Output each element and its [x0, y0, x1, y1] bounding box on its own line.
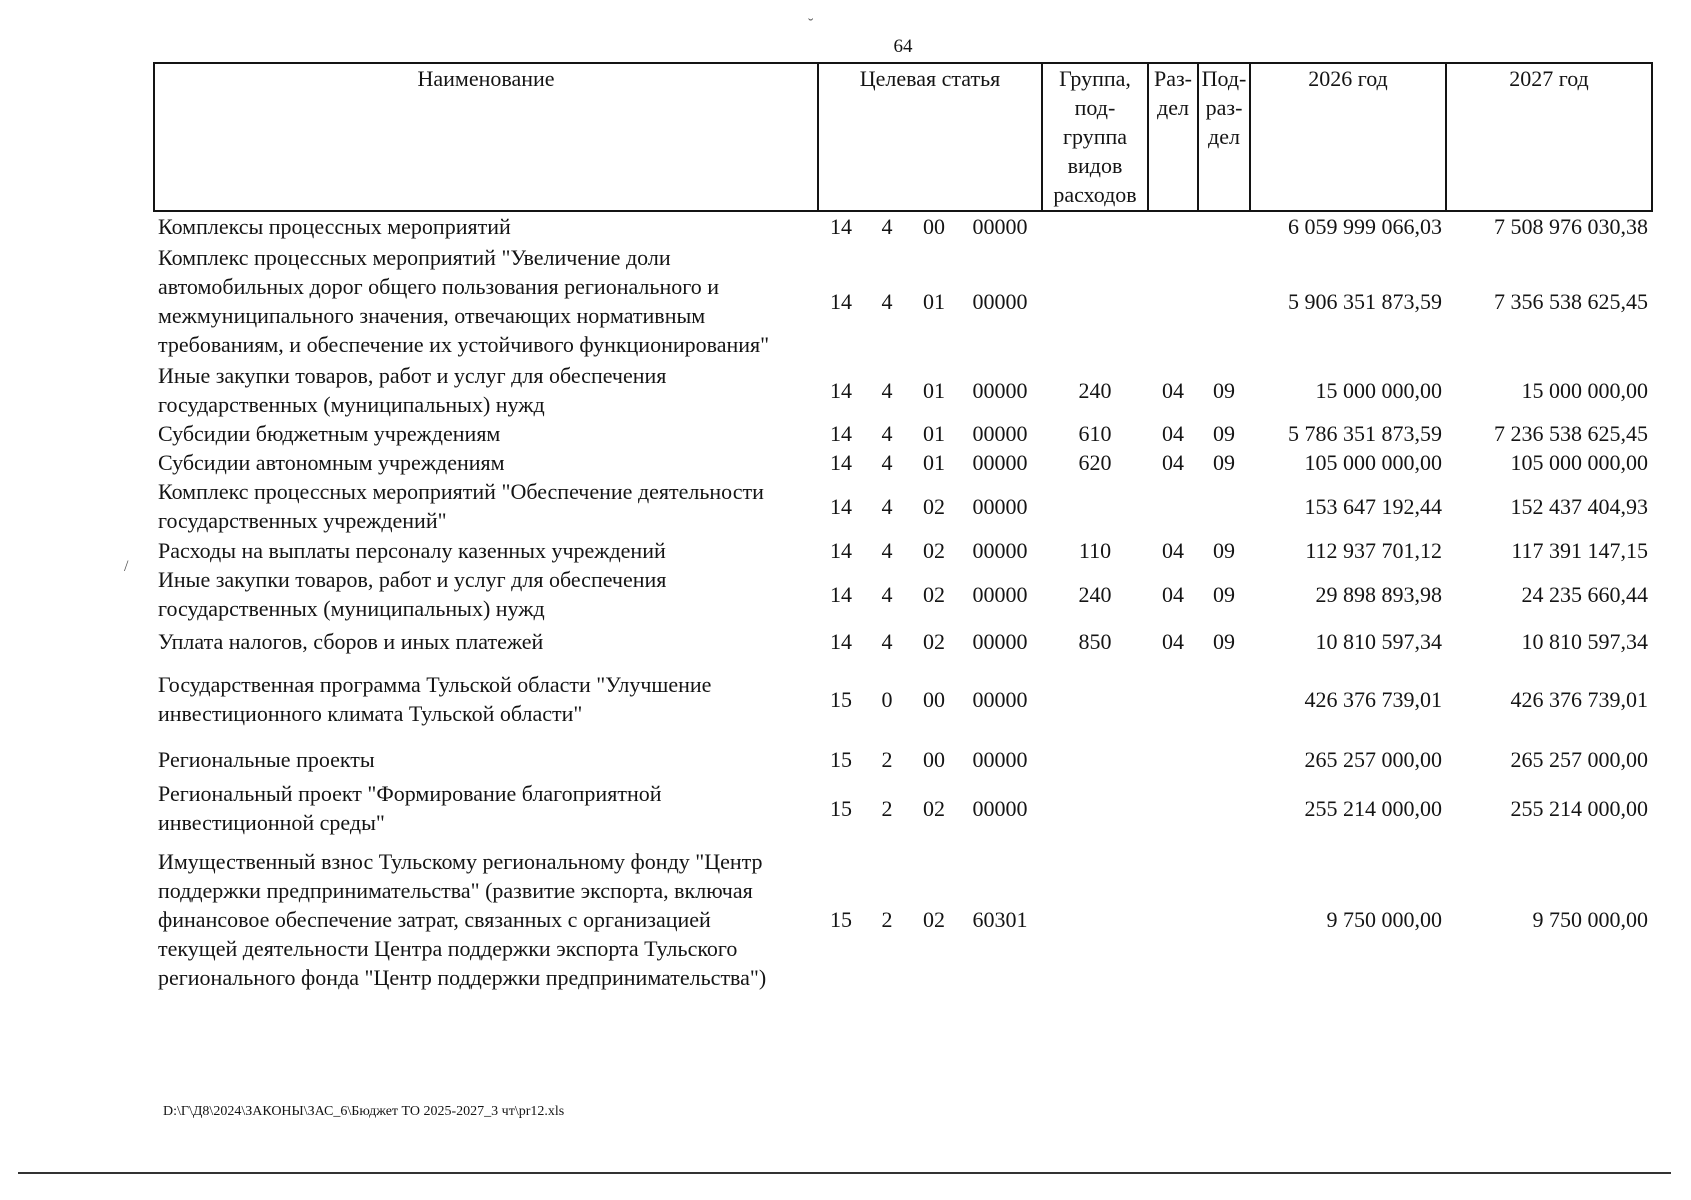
amount-2027: 117 391 147,15 — [1511, 537, 1648, 563]
table-row — [154, 477, 1652, 535]
section-code — [1148, 241, 1198, 361]
row-name: Комплекс процессных мероприятий "Увеличение доли автомобильных дорог общего пользования регионального и межмуниципального значения, отвечающих нормативным требованиям, и обеспечение их устойчивого функционирования" — [158, 245, 770, 357]
target-type: 2 — [881, 746, 893, 772]
subsection-code: 09 — [1213, 421, 1235, 446]
amount-2026: 265 257 000,00 — [1304, 746, 1442, 772]
target-direction: 00000 — [972, 581, 1028, 607]
amount-2027: 105 000 000,00 — [1510, 450, 1648, 475]
expense-group — [1042, 241, 1148, 361]
target-direction: 00000 — [972, 795, 1028, 821]
row-name: Иные закупки товаров, работ и услуг для обеспечения государственных (муниципальных) нужд — [158, 567, 667, 621]
row-name: Региональные проекты — [158, 746, 375, 772]
target-structure: 02 — [923, 795, 945, 821]
target-structure: 02 — [923, 906, 945, 932]
target-structure: 01 — [923, 421, 945, 446]
target-program: 15 — [830, 746, 852, 772]
target-structure: 02 — [923, 628, 945, 654]
section-code: 04 — [1162, 421, 1184, 446]
target-structure: 01 — [923, 288, 945, 314]
amount-2026: 15 000 000,00 — [1315, 377, 1442, 403]
expense-group: 110 — [1078, 537, 1112, 563]
amount-2027: 255 214 000,00 — [1510, 795, 1648, 821]
target-type: 4 — [881, 288, 893, 314]
amount-2026: 6 059 999 066,03 — [1288, 214, 1442, 239]
target-direction: 00000 — [972, 746, 1028, 772]
section-code — [1148, 659, 1198, 739]
target-type: 2 — [881, 795, 893, 821]
target-type: 4 — [881, 421, 893, 446]
target-direction: 00000 — [972, 421, 1028, 446]
subsection-code — [1198, 739, 1250, 779]
amount-2026: 29 898 893,98 — [1315, 581, 1442, 607]
table-row — [154, 623, 1652, 659]
amount-2026: 10 810 597,34 — [1315, 628, 1442, 654]
target-structure: 02 — [923, 537, 945, 563]
row-name: Имущественный взнос Тульскому региональному фонду "Центр поддержки предпринимательства" (развитие экспорта, включая финансовое обеспечение затрат, связанных с организацией текущей деятельности Центра поддержки экспорта Тульского регионального фонда "Центр поддержки предпринимательства") — [158, 848, 767, 990]
row-name: Расходы на выплаты персоналу казенных учреждений — [158, 537, 666, 563]
subsection-code: 09 — [1213, 581, 1235, 607]
amount-2026: 255 214 000,00 — [1304, 795, 1442, 821]
table-row — [154, 241, 1652, 361]
scan-mark: / — [124, 558, 129, 575]
target-program: 15 — [830, 686, 852, 712]
target-direction: 00000 — [972, 288, 1028, 314]
header-year-2026: 2026 год — [1250, 63, 1446, 211]
target-program: 14 — [830, 288, 852, 314]
target-type: 2 — [881, 906, 893, 932]
table-row — [154, 419, 1652, 448]
target-structure: 00 — [923, 214, 945, 239]
subsection-code — [1198, 211, 1250, 241]
amount-2027: 7 236 538 625,45 — [1494, 421, 1648, 446]
table-row — [154, 361, 1652, 419]
expense-group: 240 — [1078, 581, 1112, 607]
expense-group: 620 — [1078, 450, 1112, 475]
subsection-code — [1198, 241, 1250, 361]
expense-group — [1042, 477, 1148, 535]
section-code: 04 — [1162, 450, 1184, 475]
target-structure: 01 — [923, 450, 945, 475]
table-row — [154, 779, 1652, 837]
expense-group: 610 — [1078, 421, 1112, 446]
target-direction: 00000 — [972, 214, 1028, 239]
file-path: D:\Г\Д8\2024\ЗАКОНЫ\ЗАС_6\Бюджет ТО 2025-2027_3 чт\pr12.xls — [163, 1104, 565, 1119]
subsection-code: 09 — [1213, 377, 1235, 403]
section-code: 04 — [1162, 628, 1184, 654]
amount-2027: 15 000 000,00 — [1521, 377, 1648, 403]
table-row — [154, 837, 1652, 1001]
section-code — [1148, 779, 1198, 837]
expense-group — [1042, 659, 1148, 739]
subsection-code — [1198, 837, 1250, 1001]
amount-2027: 7 508 976 030,38 — [1494, 214, 1648, 239]
target-type: 4 — [881, 628, 893, 654]
header-target-article: Целевая статья — [818, 63, 1042, 211]
subsection-code — [1198, 477, 1250, 535]
table-row — [154, 739, 1652, 779]
target-type: 4 — [881, 214, 893, 239]
target-type: 4 — [881, 537, 893, 563]
target-type: 0 — [881, 686, 893, 712]
amount-2027: 265 257 000,00 — [1510, 746, 1648, 772]
page-number: 64 — [893, 36, 913, 57]
target-program: 14 — [830, 581, 852, 607]
target-type: 4 — [881, 450, 893, 475]
table-row — [154, 448, 1652, 477]
target-direction: 60301 — [972, 906, 1028, 932]
amount-2026: 112 937 701,12 — [1305, 537, 1442, 563]
target-program: 14 — [830, 628, 852, 654]
target-program: 15 — [830, 795, 852, 821]
subsection-code: 09 — [1213, 450, 1235, 475]
target-direction: 00000 — [972, 493, 1028, 519]
subsection-code: 09 — [1213, 537, 1235, 563]
header-year-2027: 2027 год — [1446, 63, 1652, 211]
amount-2027: 9 750 000,00 — [1532, 906, 1648, 932]
table-row — [154, 535, 1652, 565]
section-code — [1148, 477, 1198, 535]
target-direction: 00000 — [972, 450, 1028, 475]
scan-mark: ˘ — [808, 16, 814, 33]
header-section: Раз-дел — [1148, 63, 1198, 211]
target-structure: 00 — [923, 686, 945, 712]
table-row — [154, 211, 1652, 241]
target-program: 14 — [830, 214, 852, 239]
table-header-row — [154, 63, 1652, 211]
target-program: 15 — [830, 906, 852, 932]
row-name: Субсидии автономным учреждениям — [158, 450, 505, 475]
section-code — [1148, 211, 1198, 241]
amount-2027: 426 376 739,01 — [1510, 686, 1648, 712]
amount-2026: 9 750 000,00 — [1326, 906, 1442, 932]
amount-2027: 10 810 597,34 — [1521, 628, 1648, 654]
expense-group — [1042, 779, 1148, 837]
expense-group: 850 — [1078, 628, 1112, 654]
amount-2026: 426 376 739,01 — [1304, 686, 1442, 712]
subsection-code: 09 — [1213, 628, 1235, 654]
target-program: 14 — [830, 377, 852, 403]
expense-group — [1042, 739, 1148, 779]
target-structure: 00 — [923, 746, 945, 772]
row-name: Комплекс процессных мероприятий "Обеспечение деятельности государственных учреждений" — [158, 479, 764, 533]
target-program: 14 — [830, 493, 852, 519]
row-name: Комплексы процессных мероприятий — [158, 214, 511, 239]
target-structure: 02 — [923, 581, 945, 607]
budget-table — [153, 62, 1653, 1001]
target-direction: 00000 — [972, 537, 1028, 563]
amount-2026: 105 000 000,00 — [1304, 450, 1442, 475]
target-direction: 00000 — [972, 377, 1028, 403]
section-code — [1148, 837, 1198, 1001]
target-direction: 00000 — [972, 628, 1028, 654]
target-type: 4 — [881, 581, 893, 607]
target-program: 14 — [830, 450, 852, 475]
amount-2026: 153 647 192,44 — [1304, 493, 1442, 519]
target-direction: 00000 — [972, 686, 1028, 712]
expense-group — [1042, 211, 1148, 241]
bottom-rule — [18, 1172, 1671, 1174]
section-code: 04 — [1162, 537, 1184, 563]
amount-2026: 5 786 351 873,59 — [1288, 421, 1442, 446]
amount-2027: 7 356 538 625,45 — [1494, 288, 1648, 314]
target-structure: 01 — [923, 377, 945, 403]
table-row — [154, 659, 1652, 739]
target-program: 14 — [830, 537, 852, 563]
header-expense-group: Группа, под-группа видов расходов — [1042, 63, 1148, 211]
section-code: 04 — [1162, 377, 1184, 403]
subsection-code — [1198, 779, 1250, 837]
expense-group — [1042, 837, 1148, 1001]
target-type: 4 — [881, 377, 893, 403]
amount-2026: 5 906 351 873,59 — [1288, 288, 1442, 314]
table-body — [154, 211, 1652, 1001]
row-name: Уплата налогов, сборов и иных платежей — [158, 628, 544, 654]
target-program: 14 — [830, 421, 852, 446]
amount-2027: 24 235 660,44 — [1521, 581, 1648, 607]
row-name: Государственная программа Тульской области "Улучшение инвестиционного климата Тульской области" — [158, 672, 712, 726]
row-name: Региональный проект "Формирование благоприятной инвестиционной среды" — [158, 781, 662, 835]
table-row — [154, 565, 1652, 623]
header-subsection: Под-раз-дел — [1198, 63, 1250, 211]
amount-2027: 152 437 404,93 — [1510, 493, 1648, 519]
subsection-code — [1198, 659, 1250, 739]
section-code — [1148, 739, 1198, 779]
target-structure: 02 — [923, 493, 945, 519]
expense-group: 240 — [1078, 377, 1112, 403]
header-name: Наименование — [154, 63, 818, 211]
row-name: Иные закупки товаров, работ и услуг для обеспечения государственных (муниципальных) нужд — [158, 363, 667, 417]
target-type: 4 — [881, 493, 893, 519]
row-name: Субсидии бюджетным учреждениям — [158, 421, 501, 446]
section-code: 04 — [1162, 581, 1184, 607]
